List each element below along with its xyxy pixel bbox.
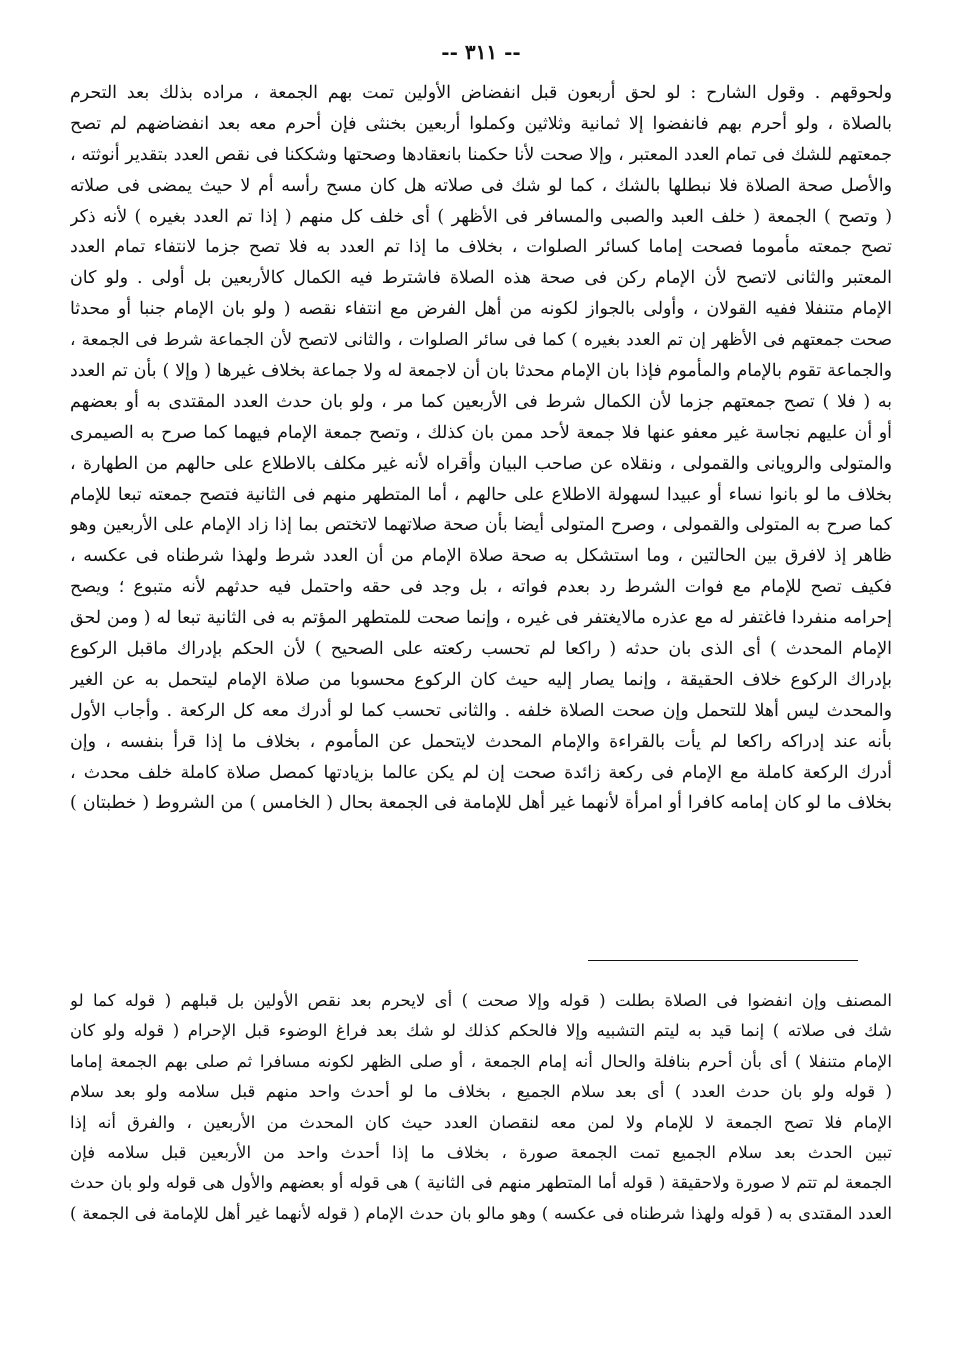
main-text-line: والأصل صحة الصلاة فلا نبطلها بالشك ، كما لو شك فى صلاته هل كان مسح رأسه أم لا حيث يمضى فى صلاته [70, 175, 892, 196]
footnote-line: تبين الحدث بعد سلام الجميع تمت الجمعة صورة ، بخلاف ما إذا أحدث واحد من الأربعين قبل سلامه فإن [70, 1142, 892, 1162]
main-text-line: أو أن عليهم نجاسة غير معفو عنها فلا جمعة لأحد ممن بان كذلك ، وتصح جمعة الإمام فيهما كما صرح به الصيمرى [70, 422, 892, 443]
footnote-line: العدد المقتدى به ( قوله ولهذا شرطناه فى عكسه ) وهو مالو بان حدث الإمام ( قوله لأنهما غير أهل للإمامة فى الجمعة ) [70, 1203, 892, 1223]
main-text-line: بأنه عند إدراكه راكعا لم يأت بالقراءة والإمام المحدث لايتحمل عن المأموم ، بخلاف ما إذا قرأ بنفسه ، وإن [70, 731, 892, 752]
main-text-line: ظاهر إذ لافرق بين الحالتين ، وما استشكل به صحة صلاة الإمام من أن العدد شرط ولهذا شرطناه فى عكسه ، [70, 546, 892, 567]
main-text-line: أدرك الركعة كاملة مع الإمام فى ركعة زائدة صحت إن لم يكن عالما بزيادتها كمصل صلاة كاملة خلف محدث ، [70, 762, 892, 783]
footnotes-block [70, 986, 892, 1229]
main-text-line: ولحوقهم . وقول الشارح : لو لحق أربعون قبل انفضاض الأولين تمت بهم الجمعة ، مراده بذلك بعد التحرم [70, 83, 892, 103]
main-text-line: بخلاف ما لو كان إمامه كافرا أو امرأة لأنهما غير أهل للإمامة فى الجمعة بحال ( الخامس ) من الشروط ( خطبتان ) [70, 793, 892, 814]
main-text-line: إحرامه منفردا فاغتفر له مع عذره مالايغتفر فى غيره ، وإنما صحت للمتطهر المؤتم به فى الثانية تبعا له ( ومن لحق [70, 608, 892, 629]
main-text-line: ( وتصح ) الجمعة ( خلف العبد والصبى والمسافر فى الأظهر ) أى خلف كل منهم ( إذا تم العدد بغيره ) لأنه ذكر [70, 206, 892, 227]
main-text-line: صحت جمعتهم فى الأظهر إن تم العدد بغيره ) كما فى سائر الصلوات ، والثانى لاتصح لأن الجماعة شرط فى الجمعة ، [70, 330, 892, 351]
footnote-line: المصنف وإن انفضوا فى الصلاة بطلت ( قوله وإلا صحت ) أى لايحرم بعد نقص الأولين بل قبلهم ( قوله كما لو [70, 991, 892, 1010]
footnote-line: الجمعة لم تتم لا صورة ولاحقيقة ( قوله أما المتطهر منهم فى الثانية ) هى قوله أو بعضهم والأول هى قوله ولو بان حدث [70, 1173, 892, 1193]
footnote-line: الإمام فلا تصح الجمعة لا للإمام ولا لمن معه لنقصان العدد حيث كان المحدث من الأربعين ، والفرق أنه إذا [70, 1112, 892, 1132]
footnote-divider [588, 960, 858, 961]
main-text-line: والجماعة تقوم بالإمام والمأموم فإذا بان الإمام محدثا بان أن لاجمعة له ولا جماعة بخلاف غيرها ( وإلا ) بأن تم العدد [70, 361, 892, 382]
footnote-line: شك فى صلاته ) إنما قيد به ليتم التشبيه وإلا فالحكم كذلك لو شك بعد فراغ الوضوء قبل الإحرام ( قوله ولو كان [70, 1021, 892, 1041]
main-text-line: والمتولى والرويانى والقمولى ، ونقلاه عن صاحب البيان وأقراه لأنه غير مكلف بالاطلاع على حالهم من الطهارة ، [70, 453, 892, 474]
main-text-line: بالصلاة ، ولو أحرم بهم فانفضوا إلا ثمانية وثلاثين وكملوا أربعين بخنثى فإن أحرم معه بعد انفضاضهم لم تصح [70, 113, 892, 134]
main-text-line: فكيف تصح للإمام مع فوات الشرط رد بعدم فواته ، بل وجد فى حقه واحتمل فيه حدثهم لأنه متبوع ؛ ويصح [70, 577, 892, 598]
footnote-line: ( قوله ولو بان حدث العدد ) أى بعد سلام الجميع ، بخلاف ما لو أحدث واحد منهم قبل سلامه ولو بعد سلام [70, 1082, 892, 1102]
main-text-line: بإدراك الركوع خلاف الحقيقة ، وإنما يصار إليه حيث كان الركوع محسوبا من صلاة الإمام ليتحمل به عن الغير [70, 669, 892, 690]
main-text-line: الإمام المحدث ) أى الذى بان حدثه ( راكعا لم تحسب ركعته على الصحيح ) لأن الحكم بإدراك ماقبل الركوع [70, 639, 892, 660]
main-text-line: المعتبر والثانى لاتصح لأن الإمام ركن فى صحة هذه الصلاة فاشترط فيه الكمال كالأربعين بل أولى . ولو كان [70, 268, 892, 289]
main-text-line: والمحدث ليس أهلا للتحمل وإن صحت الصلاة خلفه . والثانى تحسب كما لو أدرك معه كل الركعة . وأجاب الأول [70, 700, 892, 721]
main-text-line: جمعتهم للشك فى تمام العدد المعتبر ، وإلا صحت لأنا حكمنا بانعقادها وصحتها وشككنا فى نقص العدد بتقدير أنوثته ، [70, 144, 892, 165]
page-number: -- ٣١١ -- [441, 40, 521, 64]
main-text-line: بخلاف ما لو بانوا نساء أو عبيدا لسهولة الاطلاع على حالهم ، أما المتطهر منهم فى الثانية فتصح جمعته تبعا للإمام [70, 484, 892, 505]
main-text-line: الإمام متنفلا ففيه القولان ، وأولى بالجواز لكونه من أهل الفرض مع انتفاء نقصه ( ولو بان الإمام جنبا أو محدثا [70, 299, 892, 320]
main-text-line: به ( فلا ) تصح جمعتهم جزما لأن الكمال شرط فى الأربعين كما مر ، ولو بان حدث العدد المقتدى به أو بعضهم [70, 391, 892, 412]
main-text-block [70, 78, 892, 819]
main-text-line: تصح جمعته مأموما فصحت إماما كسائر الصلوات ، بخلاف ما إذا تم العدد به فلا تصح جزما لانتفاء تمام العدد [70, 237, 892, 258]
main-text-line: كما صرح به المتولى والقمولى ، وصرح المتولى أيضا بأن صحة صلاتهما لاتختص بما إذا زاد الإمام على الأربعين وهو [70, 515, 892, 536]
footnote-line: الإمام متنفلا ) أى بأن أحرم بنافلة والحال أنه إمام الجمعة ، أو صلى الظهر لكونه مسافرا ثم صلى بهم الجمعة إماما [70, 1051, 892, 1071]
